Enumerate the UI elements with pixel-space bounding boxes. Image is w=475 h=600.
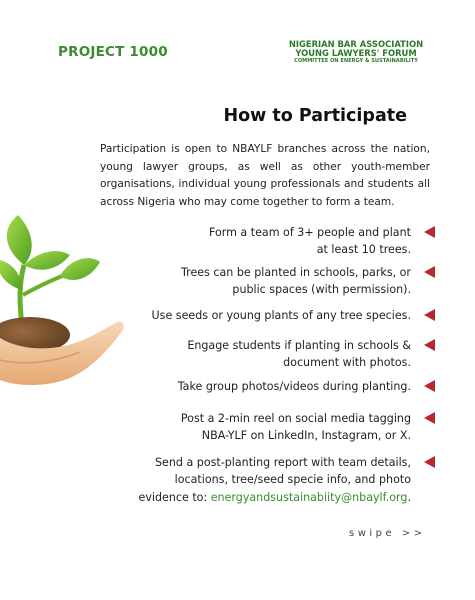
- bullet-arrow-icon: [424, 266, 435, 278]
- bullet-arrow-icon: [424, 456, 435, 468]
- bullet-arrow-icon: [424, 226, 435, 238]
- org-name-line1: NIGERIAN BAR ASSOCIATION: [288, 39, 424, 49]
- page-title: How to Participate: [223, 106, 407, 126]
- bullet-arrow-icon: [424, 309, 435, 321]
- bullet-arrow-icon: [424, 412, 435, 424]
- list-item: Use seeds or young plants of any tree species.: [111, 307, 411, 324]
- org-name-line2: YOUNG LAWYERS' FORUM: [295, 47, 417, 58]
- bullet-arrow-icon: [424, 380, 435, 392]
- list-item: Engage students if planting in schools & document with photos.: [111, 337, 411, 372]
- swipe-hint[interactable]: swipe >>: [349, 528, 426, 539]
- organization-logo: [286, 40, 426, 64]
- project-title: PROJECT 1000: [58, 44, 168, 60]
- email-link[interactable]: energyandsustainabiity@nbaylf.org: [210, 490, 408, 504]
- list-item: Post a 2-min reel on social media tagging NBA-YLF on LinkedIn, Instagram, or X.: [111, 410, 411, 445]
- list-item: Form a team of 3+ people and plant at least 10 trees.: [111, 224, 411, 259]
- list-item: Trees can be planted in schools, parks, or public spaces (with permission).: [111, 264, 411, 299]
- list-item: Take group photos/videos during planting.: [111, 378, 411, 395]
- hand-plant-illustration: [0, 210, 125, 410]
- list-item: Send a post-planting report with team details, locations, tree/seed specie info, and photo evidence to: energyandsustainabiity@nbaylf.org.: [81, 454, 411, 506]
- intro-paragraph: Participation is open to NBAYLF branches across the nation, young lawyer groups, as well as other youth-member organisations, individual young professionals and students all across Nigeria who may come together to form a team.: [100, 143, 430, 208]
- bullet-arrow-icon: [424, 339, 435, 351]
- org-committee: COMMITTEE ON ENERGY & SUSTAINABILITY: [294, 57, 418, 64]
